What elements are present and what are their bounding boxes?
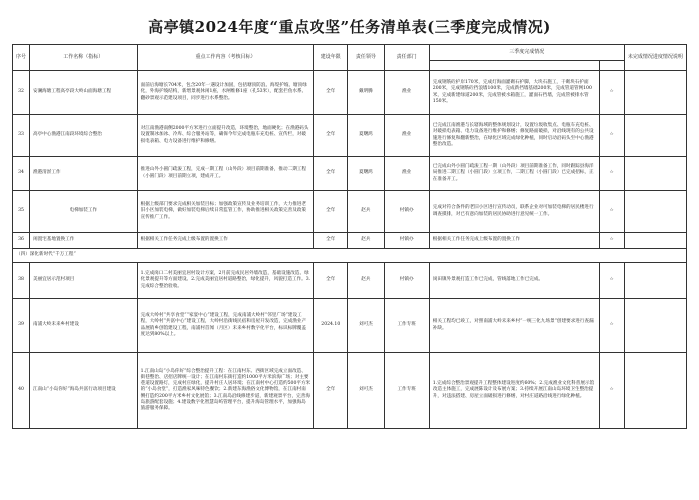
row-name: 高亭中心渔港江南段环境综合整治 (29, 115, 137, 157)
table-row (13, 353, 687, 429)
row-year: 全年 (314, 191, 348, 233)
row-status: 岗田镇外景观打造工作已完成，管线落地工作已完成。 (429, 263, 599, 299)
row-dept: 村镇办 (384, 263, 429, 299)
table-row (13, 233, 687, 249)
row-year: 全年 (314, 353, 348, 429)
row-status: 相关工程均已竣工，对照南浦大岭未来乡村“一统三化九场景”创建要求进行查漏补缺。 (429, 299, 599, 353)
row-seq: 40 (13, 353, 30, 429)
row-leader: 赵兵 (348, 263, 384, 299)
row-content: 1.完成岗口二村美丽宜居村设计方案，2月前完成民居外墙改造，基础设施改造、绿化景观提升等方面建设。2.完成美丽宜居村道路整治，绿化提升，风貌打造工作。3.完成综合整治验收。 (137, 263, 314, 299)
row-year: 2024.10 (314, 299, 348, 353)
row-mark: ☆ (599, 353, 624, 429)
row-dept: 渔业 (384, 157, 429, 191)
row-seq: 34 (13, 157, 30, 191)
row-seq: 39 (13, 299, 30, 353)
row-dept: 村镇办 (384, 233, 429, 249)
row-leader: 夏曙鸿 (348, 115, 384, 157)
section-row (13, 249, 687, 263)
header-seq: 序号 (13, 45, 30, 71)
task-table (12, 44, 687, 429)
table-row (13, 71, 687, 115)
header-status: 三季度完成情况 (429, 45, 624, 61)
table-row (13, 157, 687, 191)
row-name: 南浦大岭未来乡村建设 (29, 299, 137, 353)
row-leader: 夏曙鸿 (348, 157, 384, 191)
table-header-row (13, 45, 687, 61)
header-name: 工作名称（指标） (29, 45, 137, 71)
row-mark: ☆ (599, 299, 624, 353)
row-status: 完成对符合条件的老旧小区进行宣传动员，联系企业对可加装电梯的居民楼进行调查摸排，对已有意向加装的居民协助进行意见统一工作。 (429, 191, 599, 233)
row-seq: 33 (13, 115, 30, 157)
row-seq: 36 (13, 233, 30, 249)
row-name: 江南山“小岛你好”海岛共富行动项目建设 (29, 353, 137, 429)
row-content: 根据上级部门要求完成相关加装目标；加强政策宣传及业务培训工作，大力推进老旧小区加装电梯，做好加装电梯后续日常监管工作，协助推进相关政策完善及政策宣传推广工作。 (137, 191, 314, 233)
row-year: 全年 (314, 71, 348, 115)
row-status: 完成钢筋砼护岸170米，完成灯海面灌砌石护脚，大块石施工，干砌块石护面200米，完成钢筋砼挡浪墙100米，完成新挡墙基础200米，完成管道管网100米，完成新建绿道200米，完成管被水箱施工，灌面石挡墙，完成管被排水管150米。 (429, 71, 599, 115)
row-mark: ☆ (599, 233, 624, 249)
row-status: 1.完成综合整治景观提升工程整体建设进度约60%；2.完成渔业文化科普展示馆改造主体施工，完成展陈设计及布展方案；3.持续开展江南山岛环境卫生整治提升，对违法搭建、房屋立面破损进行修缮，对村庄道路沿线进行绿化种植。 (429, 353, 599, 429)
row-leader: 戴明腾 (348, 71, 384, 115)
section-title: （四）深化新时代“千万工程” (13, 249, 687, 263)
document-title: 高亭镇2024年度“重点攻坚”任务清单表(三季度完成情况) (148, 18, 551, 36)
row-year: 全年 (314, 263, 348, 299)
row-status: 已完成山外小圆门疏浚工程一期（山外段）项目前期准备工作，同时跟踪县海洋局推进二期工程（小圆门段）立项工作，二期工程（小圆门段）已完成招标，正在准备开工。 (429, 157, 599, 191)
row-seq: 38 (13, 263, 30, 299)
header-leader: 责任领导 (348, 45, 384, 71)
row-seq: 32 (13, 71, 30, 115)
row-name: 安澜海塘工程高亭段大岭山面海塘工程 (29, 71, 137, 115)
row-dept: 工作专班 (384, 299, 429, 353)
row-year: 全年 (314, 233, 348, 249)
row-mark: ☆ (599, 115, 624, 157)
table-row (13, 115, 687, 157)
row-leader: 赵兵 (348, 191, 384, 233)
row-leader: 刘可杰 (348, 353, 384, 429)
header-year: 建设年限 (314, 45, 348, 71)
row-content: 根据相关工作任务完成上级布置的置换工作 (137, 233, 314, 249)
row-seq: 35 (13, 191, 30, 233)
row-name: 美丽宜居示范村项目 (29, 263, 137, 299)
row-content: 完成大岭村“共享食堂”“家宴中心”建设工程，完成南浦大岭村“邻里广场”建设工程，大岭村“共富中心”建设工程，大岭村沿街线民宿和房屋开发改造，完成渔业产品展销乡创馆建设工程，南浦村首闻（月区）未来乡村数字化平台，标识标牌覆盖度达到80%以上。 (137, 299, 314, 353)
row-content: 1.江南山岛“小岛你好”综合整治提升工程：在江南村东、西街区域完成立面改造、街巷整治、店招店牌统一设计；在江南村东街打造约1000平方米滨海广场；对主要巷道设置路灯，完成村庄绿化，提升村庄人居环境；在江南村中心打造约500平方米的“小岛食堂”，打造渔家风味特色餐饮；2.新建东海渔俗文化博物馆，在江南村南侧打造约200平方米乡村文化展馆；3.江南岛沿线修建步道，新建观景平台，完善海岛旅游配套设施；4.建设数字化智慧岛屿管理平台，提升海岛管理水平，加强海岛旅游服务保障。 (137, 353, 314, 429)
row-status: 根据相关工作任务完成上级布置的置换工作 (429, 233, 599, 249)
row-name: 电梯加装工作 (29, 191, 137, 233)
row-name: 闲置宅基地置换工作 (29, 233, 137, 249)
table-row (13, 191, 687, 233)
row-leader: 赵兵 (348, 233, 384, 249)
row-mark: ☆ (599, 157, 624, 191)
header-dept: 责任部门 (384, 45, 429, 71)
row-mark: ☆ (599, 263, 624, 299)
row-dept: 渔业 (384, 71, 429, 115)
row-year: 全年 (314, 115, 348, 157)
row-leader: 刘可杰 (348, 299, 384, 353)
row-mark: ☆ (599, 71, 624, 115)
row-status: 已完成江南渔港与长辖海域的整体规划设计，设置垃圾收集点、电瓶车充电桩、对破损电表箱、电力设备进行维护和修缮；修复路面破损，对沿线现有的公共设施进行修复和翻新整治，在绿化区域完成绿化种植，同时启动沿码头至中心渔港整治改造。 (429, 115, 599, 157)
table-row (13, 299, 687, 353)
row-content: 面前后海塘长704米，包含20年一遇设计加固，包括塘顶防浪、海堤护坡、塘顶绿化，外海护坡结构，新增景观休闲1座，水闸维修1座（孔53米），配套拦鱼水系、翻砂景观示范建设项目，同步进行水系整治。 (137, 71, 314, 115)
row-year: 全年 (314, 157, 348, 191)
row-content: 对江南渔港南侧2000平方米进行立面提升改造，环境整治，地面硬化；在渔港码头设置制冰加冰、冷库、综合服务站等，确保今年完成电瓶车充电桩、宣传栏，对破损电表箱、电力设备进行维护和修缮。 (137, 115, 314, 157)
header-content: 重点工作内容（考核目标） (137, 45, 314, 71)
table-row (13, 263, 687, 299)
header-progress: 未完成情况进度情况说明 (624, 45, 686, 71)
row-content: 推进山外小圆门疏浚工程，完成一期工程（山外段）项目前期准备，推动二期工程（小圆门段）项目前期立项，建成开工。 (137, 157, 314, 191)
row-dept: 工作专班 (384, 353, 429, 429)
row-dept: 村镇办 (384, 191, 429, 233)
row-dept: 渔业 (384, 115, 429, 157)
row-mark: ☆ (599, 191, 624, 233)
row-name: 渔港清淤工作 (29, 157, 137, 191)
